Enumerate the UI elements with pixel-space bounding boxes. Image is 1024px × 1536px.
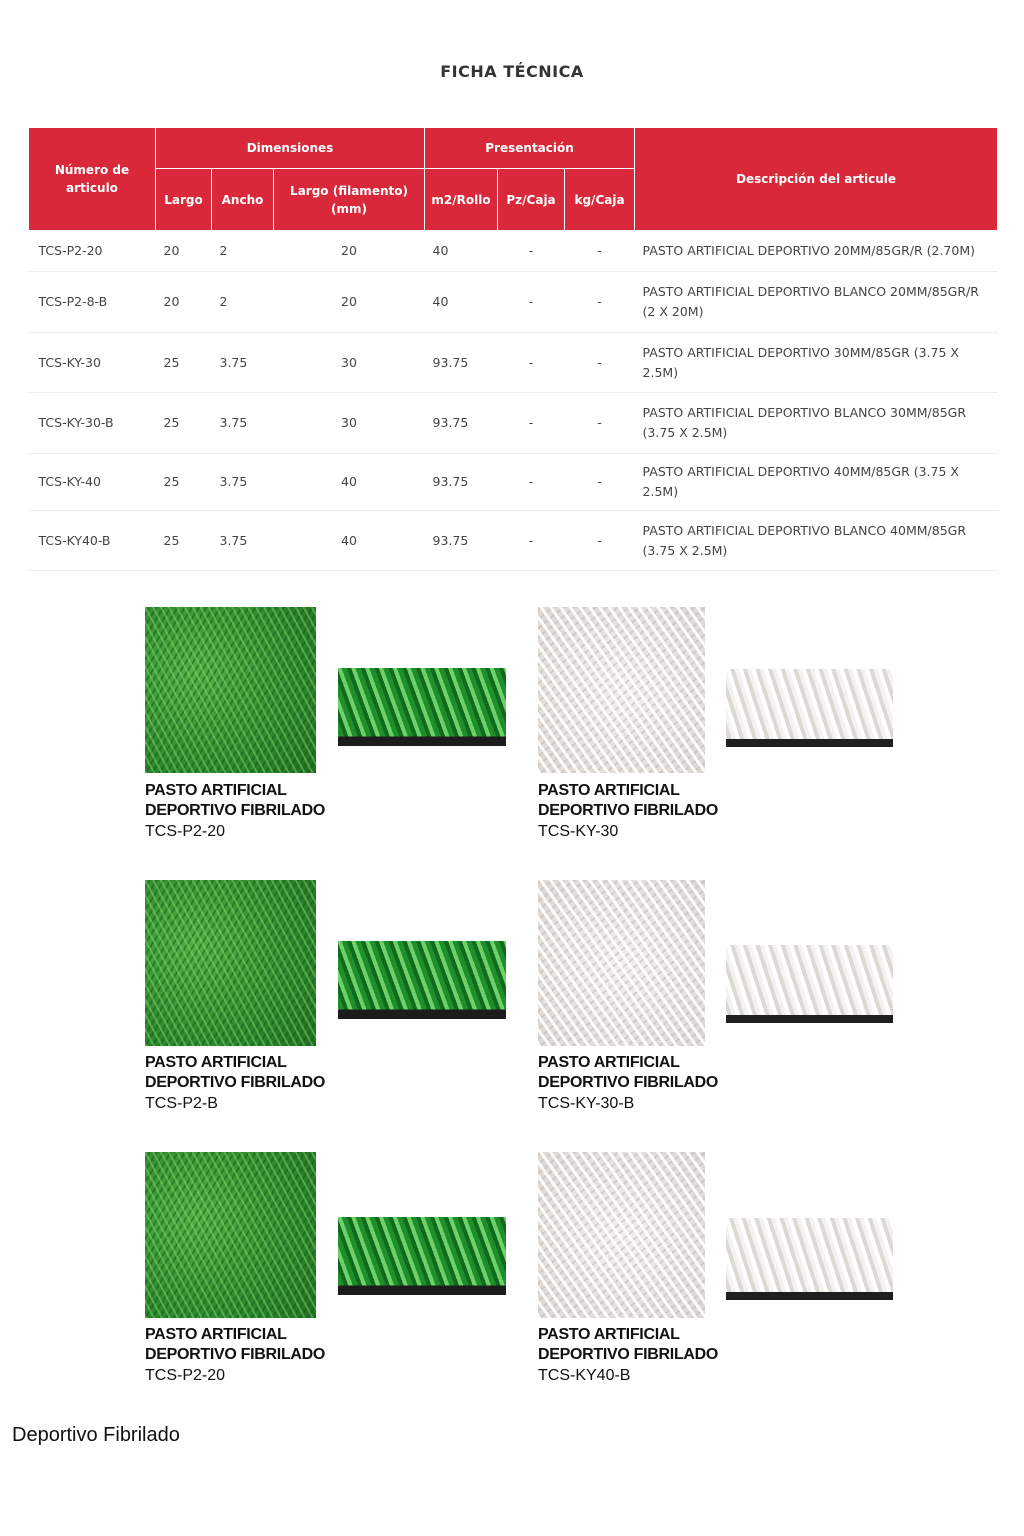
product-name-line2: DEPORTIVO FIBRILADO	[538, 802, 719, 819]
cell-ancho: 3.75	[212, 393, 274, 454]
header-largo-filamento: Largo (filamento)(mm)	[274, 169, 425, 231]
table-row	[29, 272, 998, 333]
product-name-line2: DEPORTIVO FIBRILADO	[145, 1074, 326, 1091]
cell-kg: -	[565, 393, 635, 454]
cell-code: TCS-P2-8-B	[29, 272, 156, 333]
cell-code: TCS-KY-30	[29, 333, 156, 393]
cell-pz: -	[498, 454, 565, 511]
header-ancho: Ancho	[212, 169, 274, 231]
product-code: TCS-P2-20	[145, 823, 226, 840]
header-numero: Número de articulo	[29, 128, 156, 231]
product-name-line1: PASTO ARTIFICIAL	[538, 1054, 680, 1071]
product-name-line1: PASTO ARTIFICIAL	[538, 782, 680, 799]
product-code: TCS-P2-20	[145, 1367, 226, 1384]
cell-largo: 25	[156, 393, 212, 454]
product-name	[145, 781, 325, 821]
product-photo-side	[338, 1217, 506, 1295]
cell-filamento: 20	[274, 272, 425, 333]
cell-kg: -	[565, 333, 635, 393]
cell-m2: 40	[425, 231, 498, 272]
cell-kg: -	[565, 511, 635, 571]
cell-largo: 25	[156, 333, 212, 393]
cell-code: TCS-KY-30-B	[29, 393, 156, 454]
product-name	[145, 1053, 325, 1093]
cell-m2: 93.75	[425, 333, 498, 393]
cell-filamento: 40	[274, 511, 425, 571]
cell-largo: 25	[156, 511, 212, 571]
header-largo: Largo	[156, 169, 212, 231]
product-name-line2: DEPORTIVO FIBRILADO	[538, 1074, 719, 1091]
product-name-line2: DEPORTIVO FIBRILADO	[145, 1346, 326, 1363]
footer-caption: Deportivo Fibrilado	[12, 1424, 180, 1446]
product-name-line1: PASTO ARTIFICIAL	[145, 1326, 287, 1343]
product-photo-top	[145, 880, 316, 1046]
table-row	[29, 231, 998, 272]
product-photo-top	[145, 607, 316, 773]
product-code: TCS-KY40-B	[538, 1367, 631, 1384]
cell-largo: 25	[156, 454, 212, 511]
spec-table	[28, 127, 998, 571]
table-row	[29, 333, 998, 393]
cell-pz: -	[498, 272, 565, 333]
product-photo-side	[338, 668, 506, 746]
cell-ancho: 2	[212, 272, 274, 333]
cell-filamento: 30	[274, 333, 425, 393]
cell-code: TCS-KY-40	[29, 454, 156, 511]
product-code: TCS-P2-B	[145, 1095, 218, 1112]
cell-kg: -	[565, 272, 635, 333]
product-name	[538, 1325, 718, 1365]
product-photo-side	[726, 1218, 893, 1300]
cell-filamento: 20	[274, 231, 425, 272]
product-photo-top	[145, 1152, 316, 1318]
cell-desc: PASTO ARTIFICIAL DEPORTIVO BLANCO 20MM/85GR/R (2 X 20M)	[635, 272, 998, 333]
cell-pz: -	[498, 231, 565, 272]
header-presentacion: Presentación	[425, 128, 635, 169]
product-photo-side	[726, 669, 893, 747]
product-name-line2: DEPORTIVO FIBRILADO	[145, 802, 326, 819]
table-row	[29, 454, 998, 511]
cell-ancho: 3.75	[212, 454, 274, 511]
cell-kg: -	[565, 231, 635, 272]
product-name	[145, 1325, 325, 1365]
product-photo-side	[338, 941, 506, 1019]
table-row	[29, 393, 998, 454]
cell-desc: PASTO ARTIFICIAL DEPORTIVO 30MM/85GR (3.75 X 2.5M)	[635, 333, 998, 393]
cell-desc: PASTO ARTIFICIAL DEPORTIVO 40MM/85GR (3.75 X 2.5M)	[635, 454, 998, 511]
header-pz-caja: Pz/Caja	[498, 169, 565, 231]
cell-pz: -	[498, 511, 565, 571]
product-name-line1: PASTO ARTIFICIAL	[538, 1326, 680, 1343]
cell-m2: 93.75	[425, 393, 498, 454]
product-code: TCS-KY-30	[538, 823, 619, 840]
cell-ancho: 3.75	[212, 511, 274, 571]
header-kg-caja: kg/Caja	[565, 169, 635, 231]
product-photo-top	[538, 880, 705, 1046]
product-name	[538, 781, 718, 821]
product-photo-top	[538, 1152, 705, 1318]
product-name-line1: PASTO ARTIFICIAL	[145, 782, 287, 799]
cell-m2: 93.75	[425, 454, 498, 511]
cell-desc: PASTO ARTIFICIAL DEPORTIVO 20MM/85GR/R (2.70M)	[635, 231, 998, 272]
product-name-line2: DEPORTIVO FIBRILADO	[538, 1346, 719, 1363]
product-photo-top	[538, 607, 705, 773]
cell-pz: -	[498, 333, 565, 393]
cell-filamento: 40	[274, 454, 425, 511]
header-descripcion: Descripción del articule	[635, 128, 998, 231]
cell-filamento: 30	[274, 393, 425, 454]
cell-kg: -	[565, 454, 635, 511]
page-title: FICHA TÉCNICA	[440, 62, 584, 81]
table-row	[29, 511, 998, 571]
cell-ancho: 2	[212, 231, 274, 272]
cell-desc: PASTO ARTIFICIAL DEPORTIVO BLANCO 30MM/85GR (3.75 X 2.5M)	[635, 393, 998, 454]
cell-pz: -	[498, 393, 565, 454]
cell-desc: PASTO ARTIFICIAL DEPORTIVO BLANCO 40MM/85GR (3.75 X 2.5M)	[635, 511, 998, 571]
cell-largo: 20	[156, 272, 212, 333]
cell-code: TCS-KY40-B	[29, 511, 156, 571]
cell-largo: 20	[156, 231, 212, 272]
cell-m2: 93.75	[425, 511, 498, 571]
product-code: TCS-KY-30-B	[538, 1095, 635, 1112]
product-photo-side	[726, 945, 893, 1023]
product-name-line1: PASTO ARTIFICIAL	[145, 1054, 287, 1071]
header-m2-rollo: m2/Rollo	[425, 169, 498, 231]
header-dimensiones: Dimensiones	[156, 128, 425, 169]
cell-m2: 40	[425, 272, 498, 333]
cell-code: TCS-P2-20	[29, 231, 156, 272]
cell-ancho: 3.75	[212, 333, 274, 393]
product-name	[538, 1053, 718, 1093]
